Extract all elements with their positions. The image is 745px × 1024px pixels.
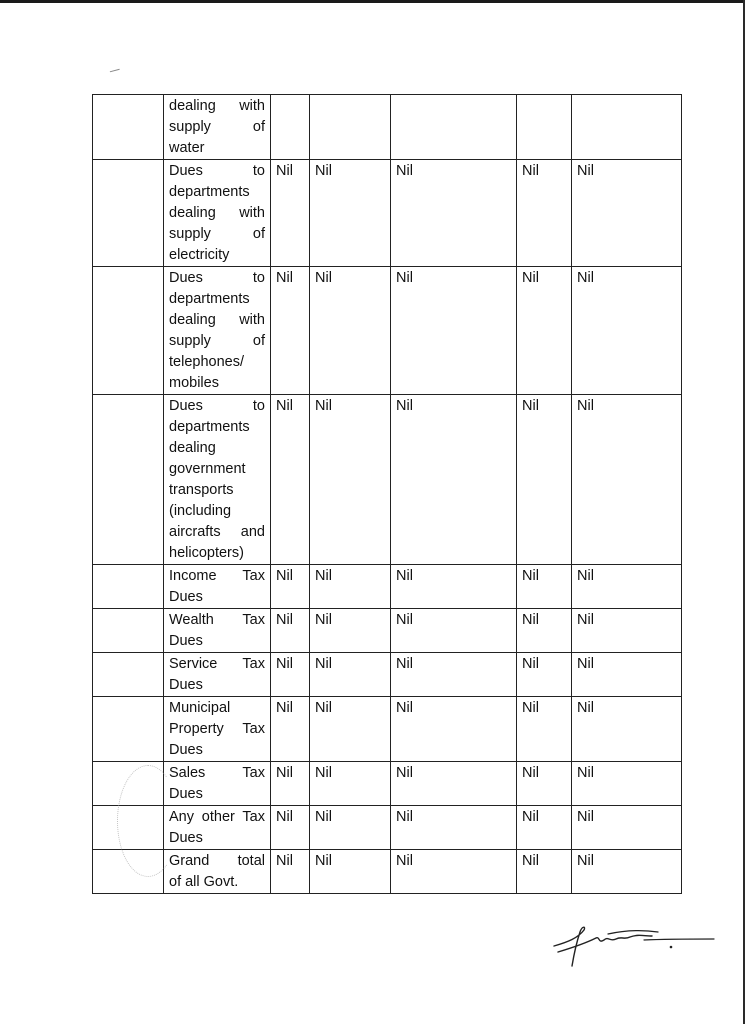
dues-value-cell: Nil: [517, 806, 572, 850]
dues-value-cell: [310, 95, 391, 160]
dues-value-cell: Nil: [572, 609, 682, 653]
dues-value-cell: Nil: [572, 806, 682, 850]
dues-table-body: [93, 95, 682, 894]
dues-value-cell: Nil: [310, 395, 391, 565]
dues-value-cell: Nil: [572, 395, 682, 565]
scan-mark: [110, 69, 120, 74]
dues-value-cell: Nil: [572, 697, 682, 762]
label-line: Dues: [169, 786, 203, 802]
label-line: Dues: [169, 589, 203, 605]
dues-value-cell: [391, 95, 517, 160]
label-line: electricity: [169, 247, 230, 263]
label-line: Any other Tax: [169, 809, 265, 825]
dues-value-cell: Nil: [271, 762, 310, 806]
label-line: Grand total: [169, 853, 265, 869]
label-line: supply of: [169, 119, 265, 135]
label-line: Dues: [169, 830, 203, 846]
label-line: departments: [169, 291, 250, 307]
table-row: [93, 565, 682, 609]
dues-value-cell: Nil: [572, 565, 682, 609]
table-row: [93, 697, 682, 762]
table-row: [93, 762, 682, 806]
label-line: telephones/: [169, 354, 244, 370]
dues-value-cell: Nil: [517, 850, 572, 894]
dues-value-cell: Nil: [391, 160, 517, 267]
dues-category-label: [164, 267, 271, 395]
dues-category-label: [164, 95, 271, 160]
dues-value-cell: Nil: [391, 653, 517, 697]
label-line: Dues: [169, 742, 203, 758]
dues-value-cell: Nil: [391, 697, 517, 762]
label-line: Dues: [169, 677, 203, 693]
dues-value-cell: Nil: [572, 653, 682, 697]
label-line: dealing: [169, 440, 216, 456]
dues-value-cell: Nil: [310, 267, 391, 395]
label-line: Dues to: [169, 398, 265, 414]
serial-cell: [93, 395, 164, 565]
table-row: [93, 653, 682, 697]
dues-value-cell: Nil: [517, 395, 572, 565]
label-line: aircrafts and: [169, 524, 265, 540]
scan-edge-top: [0, 0, 745, 3]
label-line: departments: [169, 184, 250, 200]
dues-table: [92, 94, 682, 894]
label-line: dealing with: [169, 205, 265, 221]
dues-value-cell: Nil: [310, 762, 391, 806]
dues-value-cell: Nil: [391, 565, 517, 609]
dues-value-cell: [271, 95, 310, 160]
label-line: Dues: [169, 633, 203, 649]
dues-value-cell: Nil: [271, 609, 310, 653]
label-line: (including: [169, 503, 232, 519]
dues-value-cell: Nil: [271, 267, 310, 395]
dues-value-cell: Nil: [517, 267, 572, 395]
dues-value-cell: Nil: [391, 395, 517, 565]
dues-category-label: [164, 806, 271, 850]
dues-category-label: [164, 653, 271, 697]
dues-value-cell: [572, 95, 682, 160]
dues-value-cell: Nil: [517, 565, 572, 609]
label-line: Service Tax: [169, 656, 265, 672]
serial-cell: [93, 609, 164, 653]
serial-cell: [93, 697, 164, 762]
dues-value-cell: Nil: [310, 850, 391, 894]
dues-value-cell: Nil: [310, 806, 391, 850]
dues-value-cell: Nil: [572, 762, 682, 806]
dues-category-label: [164, 609, 271, 653]
dues-value-cell: Nil: [271, 160, 310, 267]
serial-cell: [93, 565, 164, 609]
label-line: mobiles: [169, 375, 219, 391]
dues-value-cell: Nil: [572, 160, 682, 267]
dues-value-cell: Nil: [517, 697, 572, 762]
dues-value-cell: Nil: [310, 565, 391, 609]
dues-value-cell: Nil: [517, 762, 572, 806]
dues-value-cell: Nil: [517, 653, 572, 697]
dues-category-label: [164, 160, 271, 267]
dues-value-cell: Nil: [310, 160, 391, 267]
label-line: water: [169, 140, 205, 156]
dues-value-cell: Nil: [310, 653, 391, 697]
label-line: dealing with: [169, 312, 265, 328]
dues-category-label: [164, 395, 271, 565]
label-line: Wealth Tax: [169, 612, 265, 628]
serial-cell: [93, 653, 164, 697]
label-line: Dues to: [169, 163, 265, 179]
dues-value-cell: Nil: [391, 609, 517, 653]
dues-value-cell: Nil: [271, 395, 310, 565]
dues-value-cell: Nil: [271, 850, 310, 894]
dues-category-label: [164, 762, 271, 806]
label-line: Sales Tax: [169, 765, 265, 781]
label-line: supply of: [169, 333, 265, 349]
label-line: Dues to: [169, 270, 265, 286]
label-line: government: [169, 461, 246, 477]
dues-value-cell: Nil: [572, 267, 682, 395]
dues-value-cell: Nil: [310, 697, 391, 762]
dues-value-cell: Nil: [391, 267, 517, 395]
label-line: supply of: [169, 226, 265, 242]
dues-category-label: [164, 850, 271, 894]
official-seal-stamp: [117, 765, 179, 877]
dues-value-cell: [517, 95, 572, 160]
label-line: of all Govt.: [169, 874, 239, 890]
dues-value-cell: Nil: [310, 609, 391, 653]
label-line: Income Tax: [169, 568, 265, 584]
label-line: dealing with: [169, 98, 265, 114]
dues-category-label: [164, 697, 271, 762]
dues-value-cell: Nil: [517, 160, 572, 267]
dues-category-label: [164, 565, 271, 609]
table-row: [93, 609, 682, 653]
label-line: Municipal: [169, 700, 231, 716]
dues-value-cell: Nil: [271, 653, 310, 697]
label-line: transports: [169, 482, 234, 498]
table-row: [93, 395, 682, 565]
table-row: [93, 850, 682, 894]
dues-value-cell: Nil: [391, 762, 517, 806]
label-line: helicopters): [169, 545, 244, 561]
serial-cell: [93, 95, 164, 160]
serial-cell: [93, 160, 164, 267]
table-row: [93, 806, 682, 850]
table-row: [93, 95, 682, 160]
dues-value-cell: Nil: [391, 850, 517, 894]
dues-value-cell: Nil: [271, 565, 310, 609]
dues-value-cell: Nil: [572, 850, 682, 894]
dues-value-cell: Nil: [271, 697, 310, 762]
label-line: Property Tax: [169, 721, 265, 737]
dues-value-cell: Nil: [517, 609, 572, 653]
dues-value-cell: Nil: [391, 806, 517, 850]
handwritten-signature: [548, 912, 718, 972]
table-row: [93, 267, 682, 395]
dues-value-cell: Nil: [271, 806, 310, 850]
label-line: departments: [169, 419, 250, 435]
serial-cell: [93, 267, 164, 395]
table-row: [93, 160, 682, 267]
